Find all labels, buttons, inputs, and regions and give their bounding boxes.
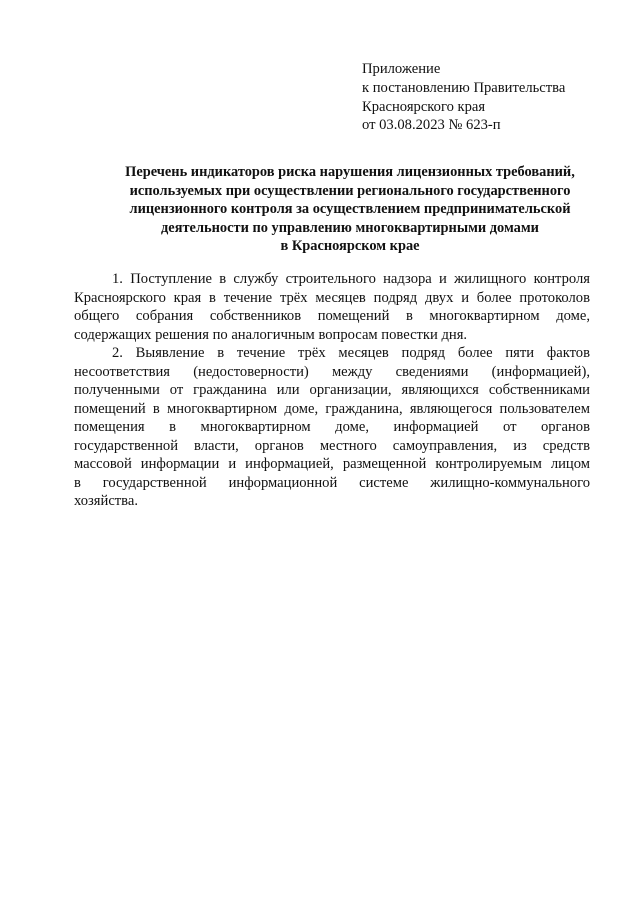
paragraph-line: содержащих решения по аналогичным вопросам повестки дня. bbox=[74, 326, 468, 343]
document-title bbox=[60, 163, 640, 256]
title-line: деятельности по управлению многоквартирными домами bbox=[161, 219, 539, 236]
paragraph-line: государственной власти, органов местного самоуправления, из средств bbox=[74, 437, 590, 454]
paragraph-line: хозяйства. bbox=[74, 493, 139, 509]
paragraph-line: массовой информации и информацией, размещенной контролируемым лицом bbox=[74, 456, 590, 472]
appendix-label: Приложение bbox=[362, 61, 441, 77]
appendix-region: Красноярского края bbox=[362, 98, 486, 115]
document-body bbox=[74, 270, 590, 511]
title-line: используемых при осуществлении регионального государственного bbox=[129, 182, 571, 199]
title-line: Перечень индикаторов риска нарушения лицензионных требований, bbox=[125, 164, 575, 180]
list-item-1 bbox=[74, 270, 590, 344]
appendix-block bbox=[362, 60, 612, 135]
appendix-decree-reference: к постановлению Правительства bbox=[362, 79, 566, 96]
paragraph-line: помещения в многоквартирном доме, информацией от органов bbox=[74, 419, 590, 435]
paragraph-line: помещений в многоквартирном доме, гражданина, являющегося пользователем bbox=[74, 400, 590, 417]
paragraph-line: Красноярского края в течение трёх месяцев подряд двух и более протоколов bbox=[74, 289, 590, 306]
title-line: в Красноярском крае bbox=[280, 238, 420, 255]
paragraph-line: в государственной информационной системе жилищно-коммунального bbox=[74, 474, 590, 491]
title-line: лицензионного контроля за осуществлением предпринимательской bbox=[129, 201, 571, 218]
list-item-2 bbox=[74, 344, 590, 511]
paragraph-line: 1. Поступление в службу строительного надзора и жилищного контроля bbox=[112, 271, 590, 287]
paragraph-line: несоответствия (недостоверности) между сведениями (информацией), bbox=[74, 363, 590, 380]
paragraph-line: полученными от гражданина или организации, являющихся собственниками bbox=[74, 382, 590, 398]
appendix-date-number: от 03.08.2023 № 623-п bbox=[362, 117, 501, 134]
paragraph-line: 2. Выявление в течение трёх месяцев подряд более пяти фактов bbox=[112, 345, 590, 361]
paragraph-line: общего собрания собственников помещений в многоквартирном доме, bbox=[74, 308, 590, 324]
